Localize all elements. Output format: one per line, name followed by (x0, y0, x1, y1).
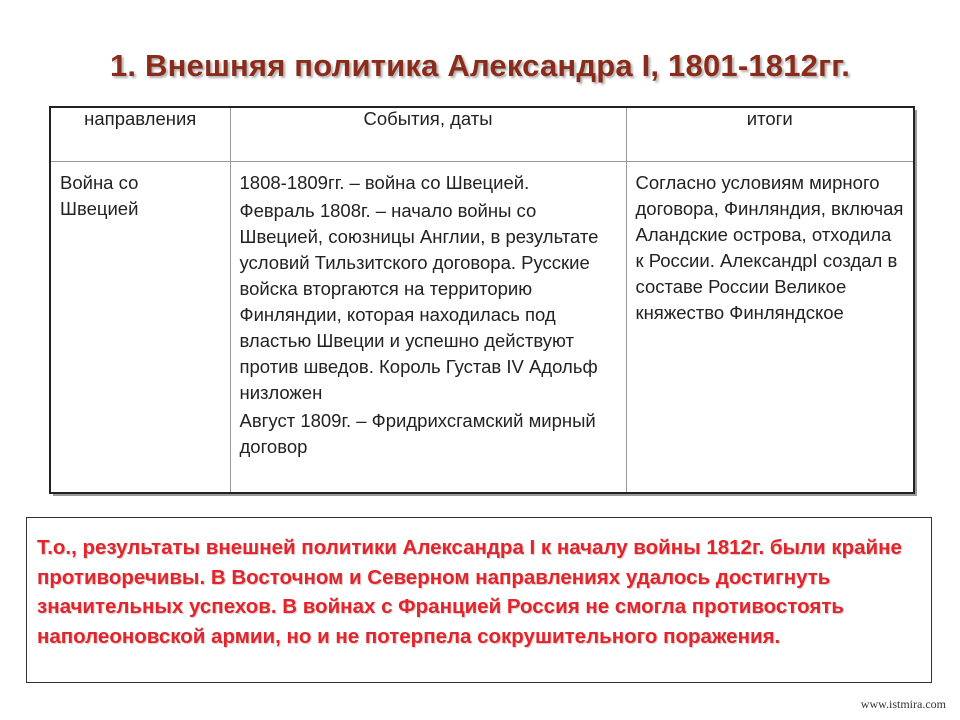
header-events: События, даты (230, 107, 626, 161)
events-paragraph-august: Август 1809г. – Фридрихсгамский мирный договор (239, 409, 596, 457)
results-cell (626, 161, 914, 493)
results-text: Согласно условиям мирного договора, Финляндия, включая Аландские острова, отходила к России. АлександрI создал в составе России Великое княжество Финляндское (635, 171, 904, 323)
table-row (50, 161, 914, 493)
table-header-row (50, 107, 914, 161)
page-title: 1. Внешняя политика Александра I, 1801-1812гг. (109, 48, 851, 83)
header-results: итоги (626, 107, 914, 161)
summary-text: Т.о., результаты внешней политики Александра I к началу войны 1812г. были крайне противоречивы. В Восточном и Северном направлениях удалось достигнуть значительных успехов. В войнах с Францией Россия не смогла противостоять наполеоновской армии, но и не потерпела сокрушительного поражения. (37, 536, 902, 648)
direction-text: Война со Швецией (60, 171, 139, 219)
site-watermark: www.istmira.com (860, 697, 946, 711)
header-direction: направления (50, 107, 230, 161)
direction-cell (50, 161, 230, 493)
events-paragraph-february: Февраль 1808г. – начало войны со Швецией, союзницы Англии, в результате условий Тильзитского договора. Русские войска вторгаются на территорию Финляндии, которая находилась под властью Швеции и успешно действуют против шведов. Король Густав IV Адольф низложен (239, 199, 599, 403)
events-cell (230, 161, 626, 493)
foreign-policy-table (49, 106, 915, 494)
summary-box (26, 517, 932, 683)
events-line-dates: 1808-1809гг. – война со Швецией. (239, 171, 530, 193)
